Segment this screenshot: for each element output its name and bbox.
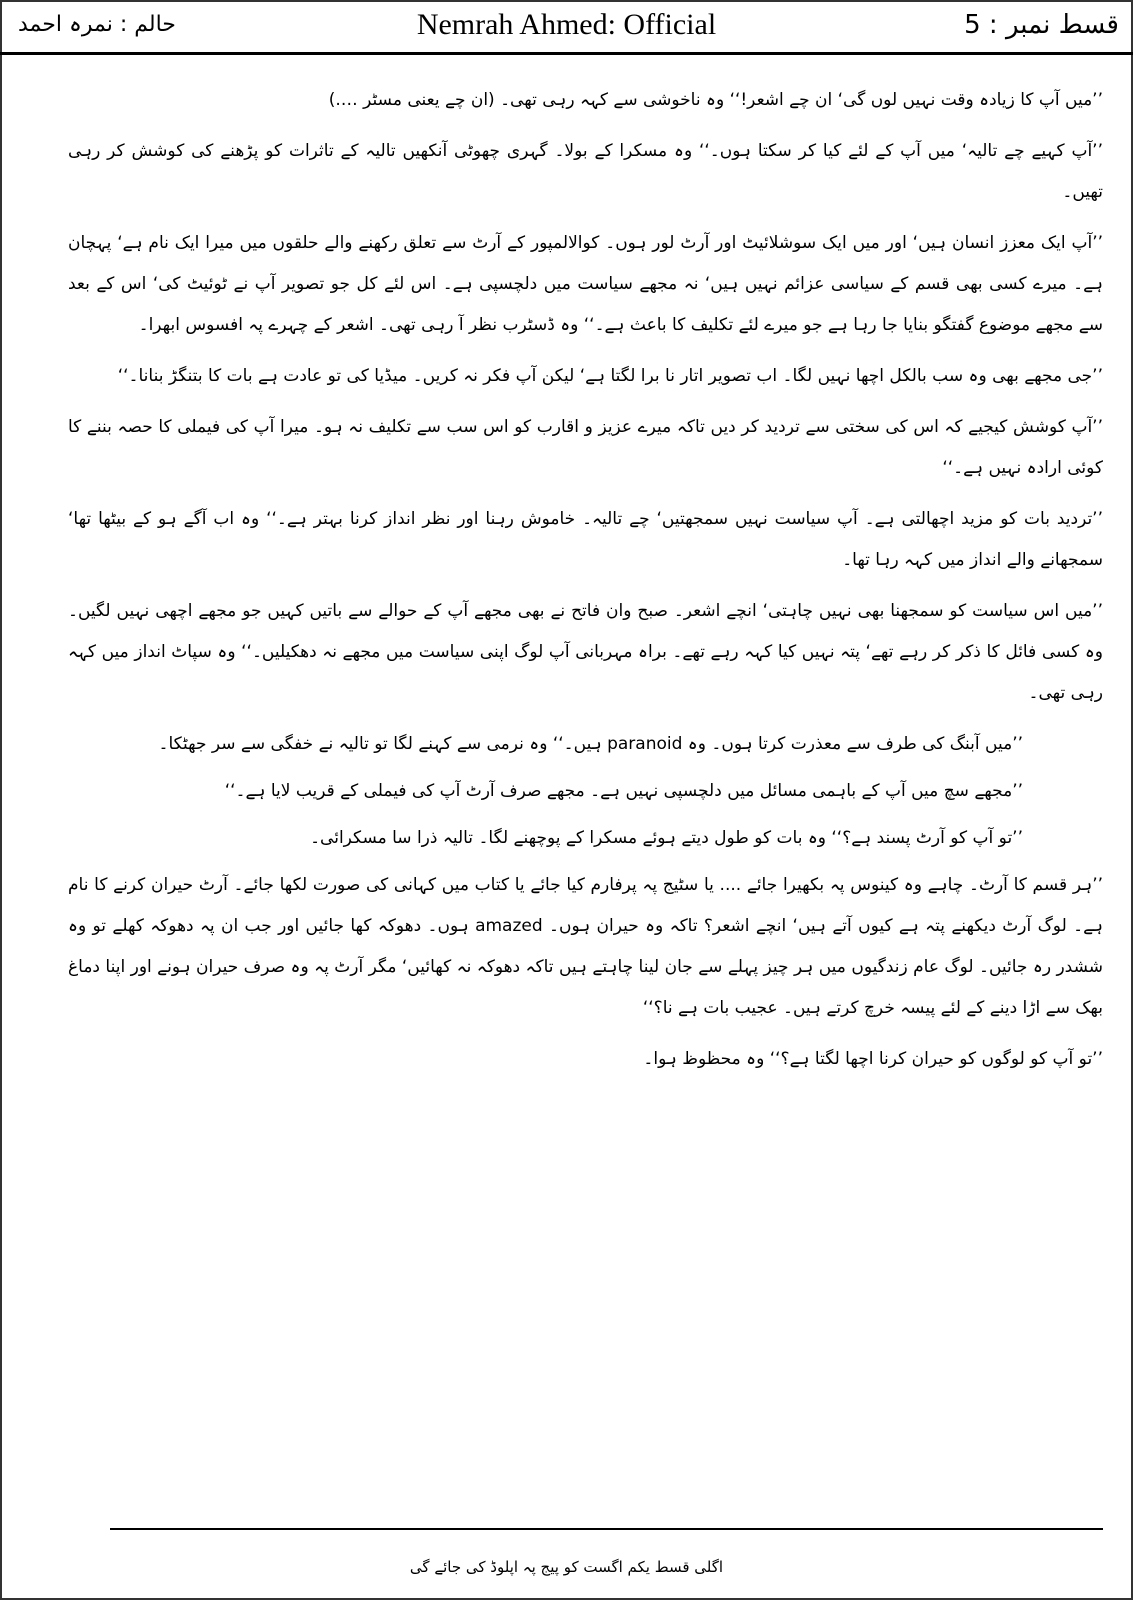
paragraph: ’’تو آپ کو لوگوں کو حیران کرنا اچھا لگتا ہے؟‘‘ وہ محظوظ ہوا۔ [643,1049,1103,1069]
dialogue-line: ’’مجھے سچ میں آپ کے باہمی مسائل میں دلچسپی نہیں ہے۔ مجھے صرف آرٹ آپ کی فیملی کے قریب لایا ہے۔‘‘ [224,781,1023,801]
page-title: Nemrah Ahmed: Official [416,8,717,41]
header-divider [0,52,1133,55]
paragraph: ’’آپ کہیے چے تالیہ‘ میں آپ کے لئے کیا کر سکتا ہوں۔‘‘ وہ مسکرا کے بولا۔ گہری چھوٹی آنکھیں تالیہ کے تاثرات کو پڑھنے کی کوشش کر رہی تھیں۔ [68,141,1103,202]
dialogue-line: ’’میں آبنگ کی طرف سے معذرت کرتا ہوں۔ وہ paranoid ہیں۔‘‘ وہ نرمی سے کہنے لگا تو تالیہ نے خفگی سے سر جھٹکا۔ [158,734,1023,754]
paragraph: ’’میں آپ کا زیادہ وقت نہیں لوں گی‘ ان چے اشعر!‘‘ وہ ناخوشی سے کہہ رہی تھی۔ (ان چے یعنی مسٹر ….) [328,90,1103,110]
page-header [8,4,1125,52]
paragraph: ’’آپ ایک معزز انسان ہیں‘ اور میں ایک سوشلائیٹ اور آرٹ لور ہوں۔ کوالالمپور کے آرٹ سے تعلق رکھنے والے حلقوں میں میرا ایک نام ہے‘ پہچان ہے۔ میرے کسی بھی قسم کے سیاسی عزائم نہیں ہیں‘ نہ مجھے سیاست میں دلچسپی ہے۔ اس لئے کل جو تصویر آپ نے ٹوئیٹ کی‘ اس کے بعد سے مجھے موضوع گفتگو بنایا جا رہا ہے جو میرے لئے تکلیف کا باعث ہے۔‘‘ وہ ڈسٹرب نظر آ رہی تھی۔ اشعر کے چہرے پہ افسوس ابھرا۔ [68,233,1103,335]
dialogue-line: ’’تو آپ کو آرٹ پسند ہے؟‘‘ وہ بات کو طول دیتے ہوئے مسکرا کے پوچھنے لگا۔ تالیہ ذرا سا مسکرائی۔ [310,828,1023,848]
paragraph: ’’آپ کوشش کیجیے کہ اس کی سختی سے تردید کر دیں تاکہ میرے عزیز و اقارب کو اس سب سے تکلیف نہ ہو۔ میرا آپ کی فیملی کا حصہ بننے کا کوئی ارادہ نہیں ہے۔‘‘ [68,417,1103,478]
story-text [68,80,1103,1090]
paragraph: ’’ہر قسم کا آرٹ۔ چاہے وہ کینوس پہ بکھیرا جائے .... یا سٹیج پہ پرفارم کیا جائے یا کتاب میں کہانی کی صورت لکھا جائے۔ آرٹ حیران کرنے کا نام ہے۔ لوگ آرٹ دیکھنے پتہ ہے کیوں آتے ہیں‘ انچے اشعر؟ تاکہ وہ حیران ہوں۔ amazed ہوں۔ دھوکہ کھا جائیں اور جب ان پہ دھوکہ کھلے تو وہ ششدر رہ جائیں۔ لوگ عام زندگیوں میں ہر چیز پہلے سے جان لینا چاہتے ہیں تاکہ دھوکہ نہ کھائیں‘ مگر آرٹ پہ وہ صرف حیران ہونے اور اپنا دماغ بھک سے اڑا دینے کے لئے پیسہ خرچ کرتے ہیں۔ عجیب بات ہے نا؟‘‘ [68,875,1103,1018]
novel-author: حالم : نمرہ احمد [18,12,176,37]
paragraph: ’’جی مجھے بھی وہ سب بالکل اچھا نہیں لگا۔ اب تصویر اتار نا برا لگتا ہے‘ لیکن آپ فکر نہ کریں۔ میڈیا کی تو عادت ہے بات کا بتنگڑ بنانا۔‘‘ [117,366,1103,386]
footer-divider [110,1528,1103,1530]
paragraph: ’’میں اس سیاست کو سمجھنا بھی نہیں چاہتی‘ انچے اشعر۔ صبح وان فاتح نے بھی مجھے آپ کے حوالے سے باتیں کہیں جو مجھے اچھی نہیں لگیں۔ وہ کسی فائل کا ذکر کر رہے تھے‘ پتہ نہیں کیا کہہ رہے تھے۔ براہ مہربانی آپ لوگ اپنی سیاست میں مجھے نہ دھکیلیں۔‘‘ وہ سپاٹ انداز میں کہہ رہی تھی۔ [68,601,1103,703]
footer-note: اگلی قسط یکم اگست کو پیج پہ اپلوڈ کی جائے گی [409,1558,724,1576]
episode-number: قسط نمبر : 5 [964,10,1119,40]
paragraph: ’’تردید بات کو مزید اچھالتی ہے۔ آپ سیاست نہیں سمجھتیں‘ چے تالیہ۔ خاموش رہنا اور نظر انداز کرنا بہتر ہے۔‘‘ وہ اب آگے ہو کے بیٹھا تھا‘ سمجھانے والے انداز میں کہہ رہا تھا۔ [68,509,1103,570]
